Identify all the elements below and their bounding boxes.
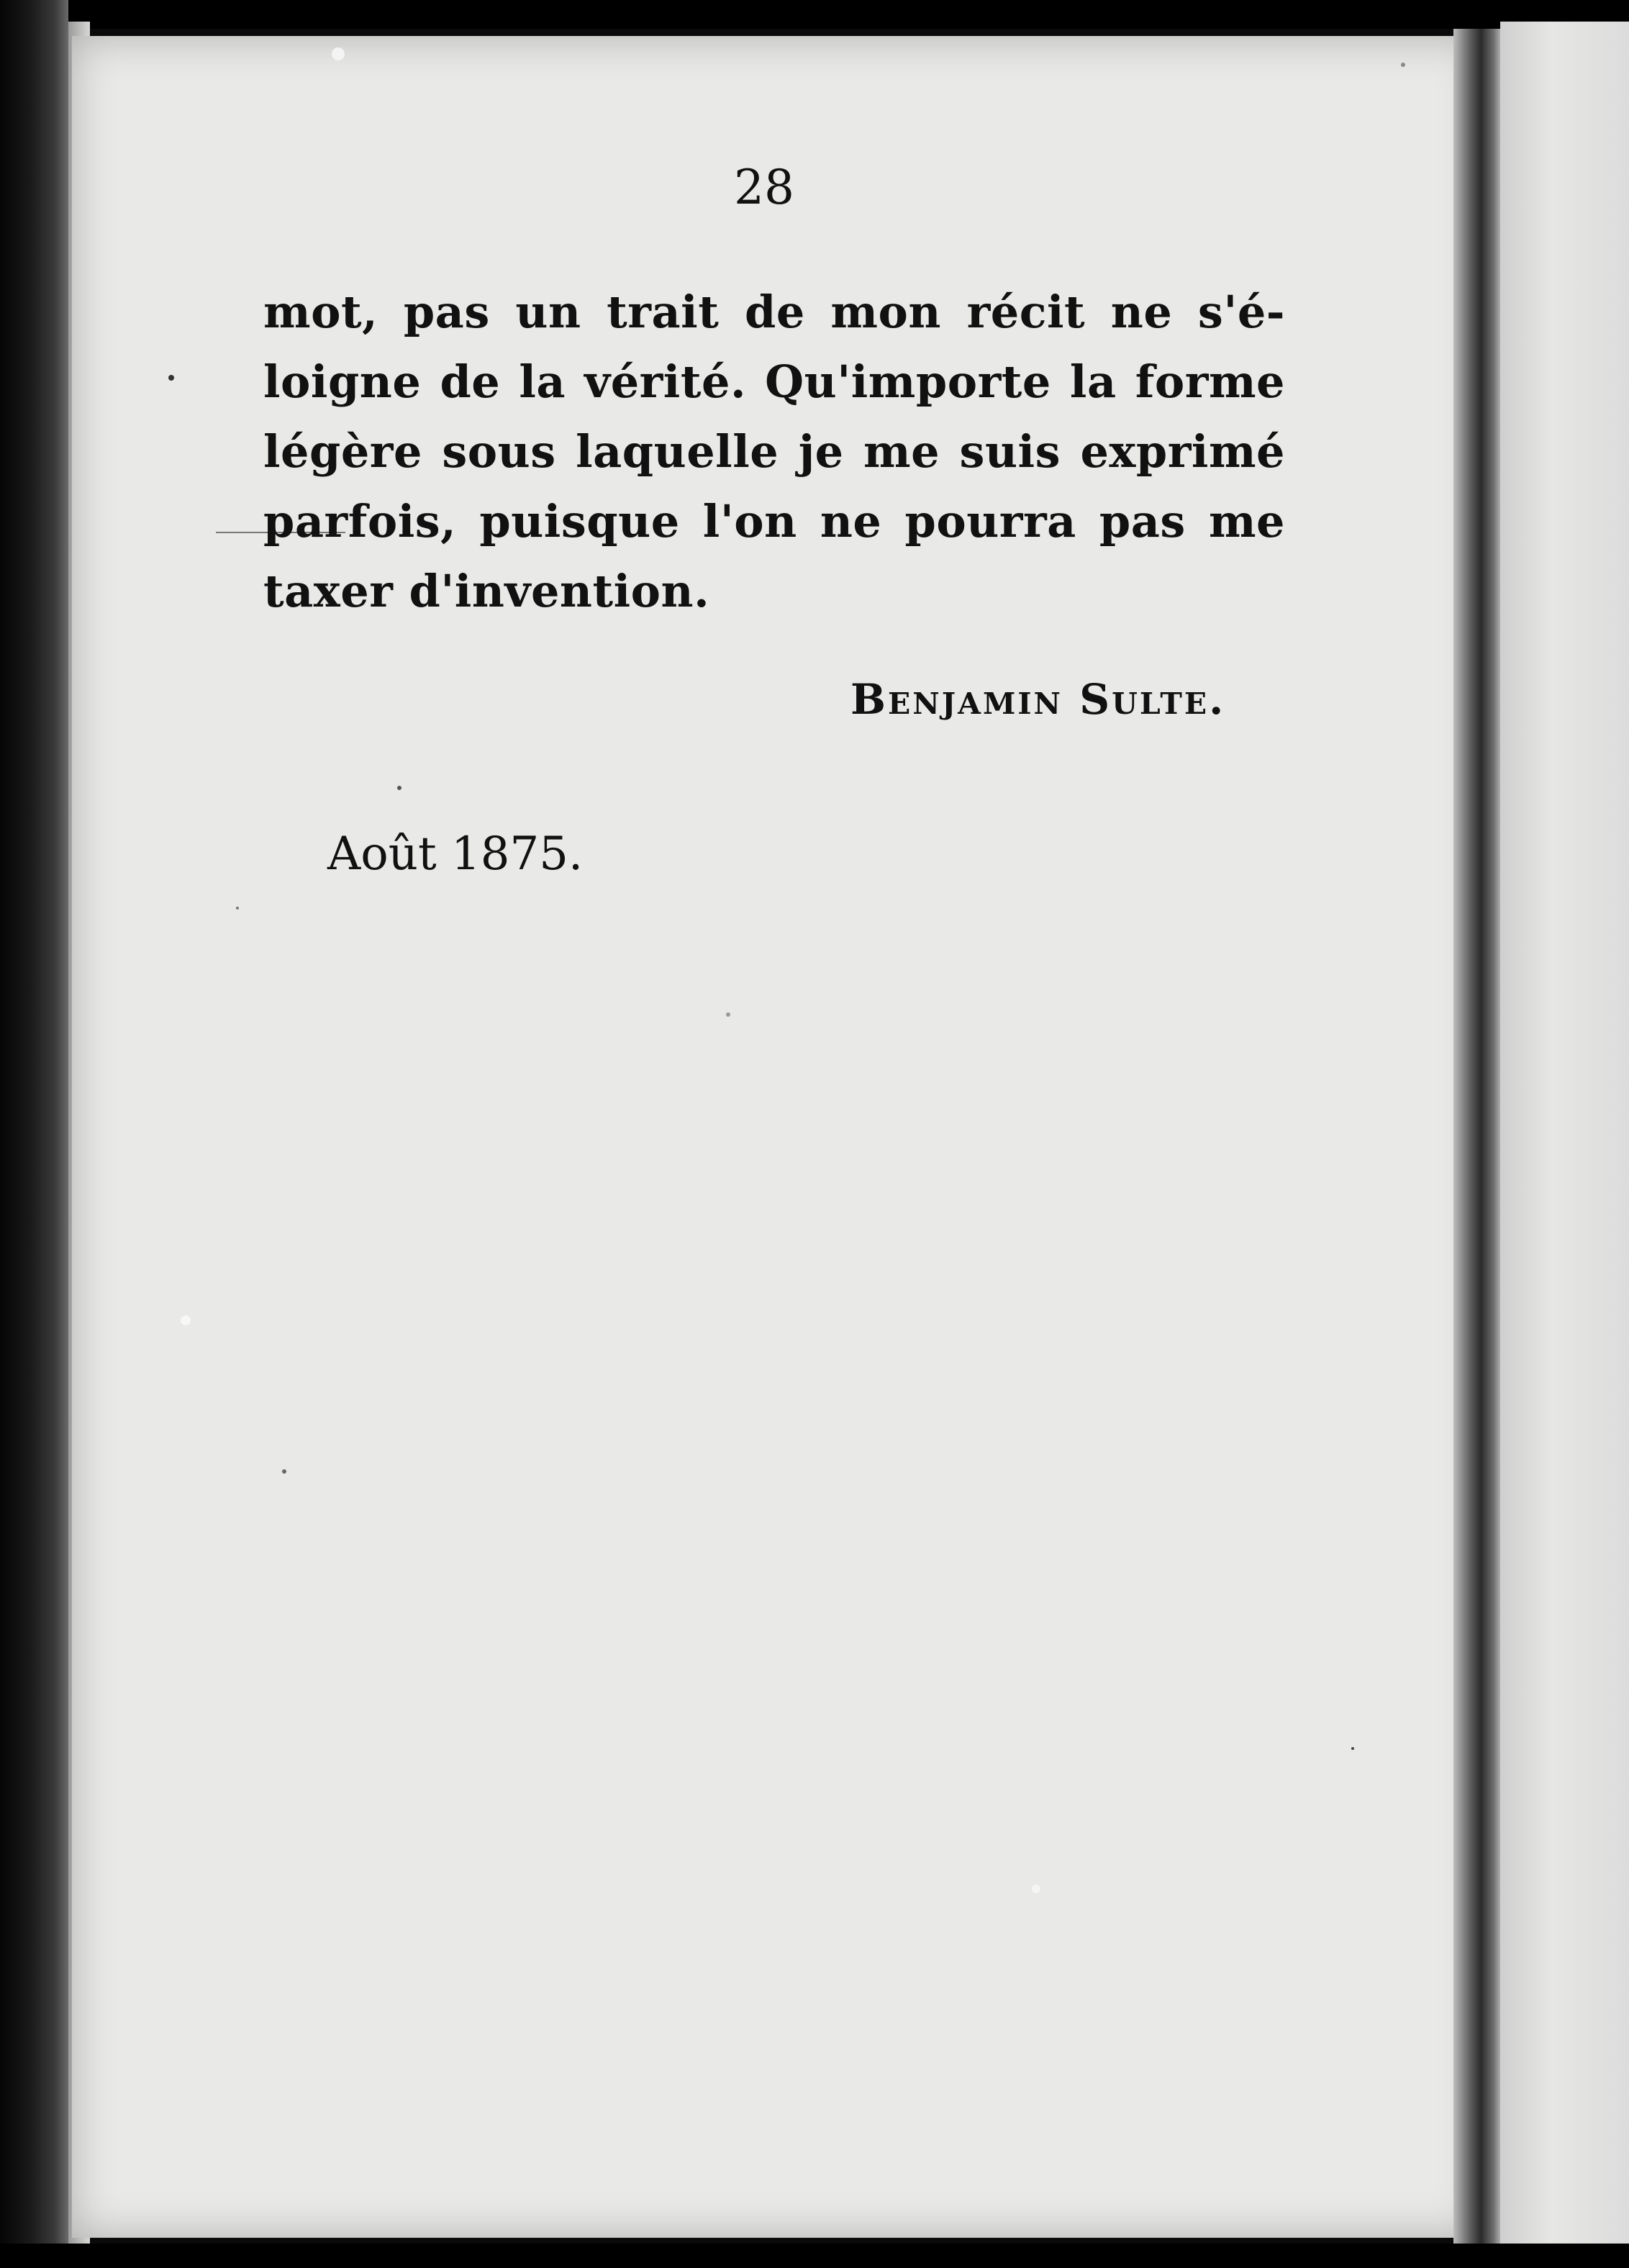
author-signature: Benjamin Sulte.: [850, 675, 1226, 724]
page-number: 28: [734, 160, 794, 215]
paragraph-line: loigne de la vérité. Qu'importe la forme: [263, 355, 1285, 408]
paragraph-line: parfois, puisque l'on ne pourra pas me: [263, 495, 1285, 548]
body-paragraph: [263, 277, 1285, 626]
adjacent-page: [1500, 22, 1629, 2252]
page-fold: [1453, 29, 1504, 2245]
date-line: Août 1875.: [327, 827, 584, 881]
scan-border-top: [0, 0, 1629, 29]
paragraph-line: légère sous laquelle je me suis exprimé: [263, 425, 1285, 478]
book-binding: [0, 0, 68, 2268]
paragraph-line: mot, pas un trait de mon récit ne s'é-: [263, 286, 1285, 338]
paragraph-line: taxer d'invention.: [263, 565, 710, 617]
scan-border-bottom: [0, 2244, 1629, 2268]
